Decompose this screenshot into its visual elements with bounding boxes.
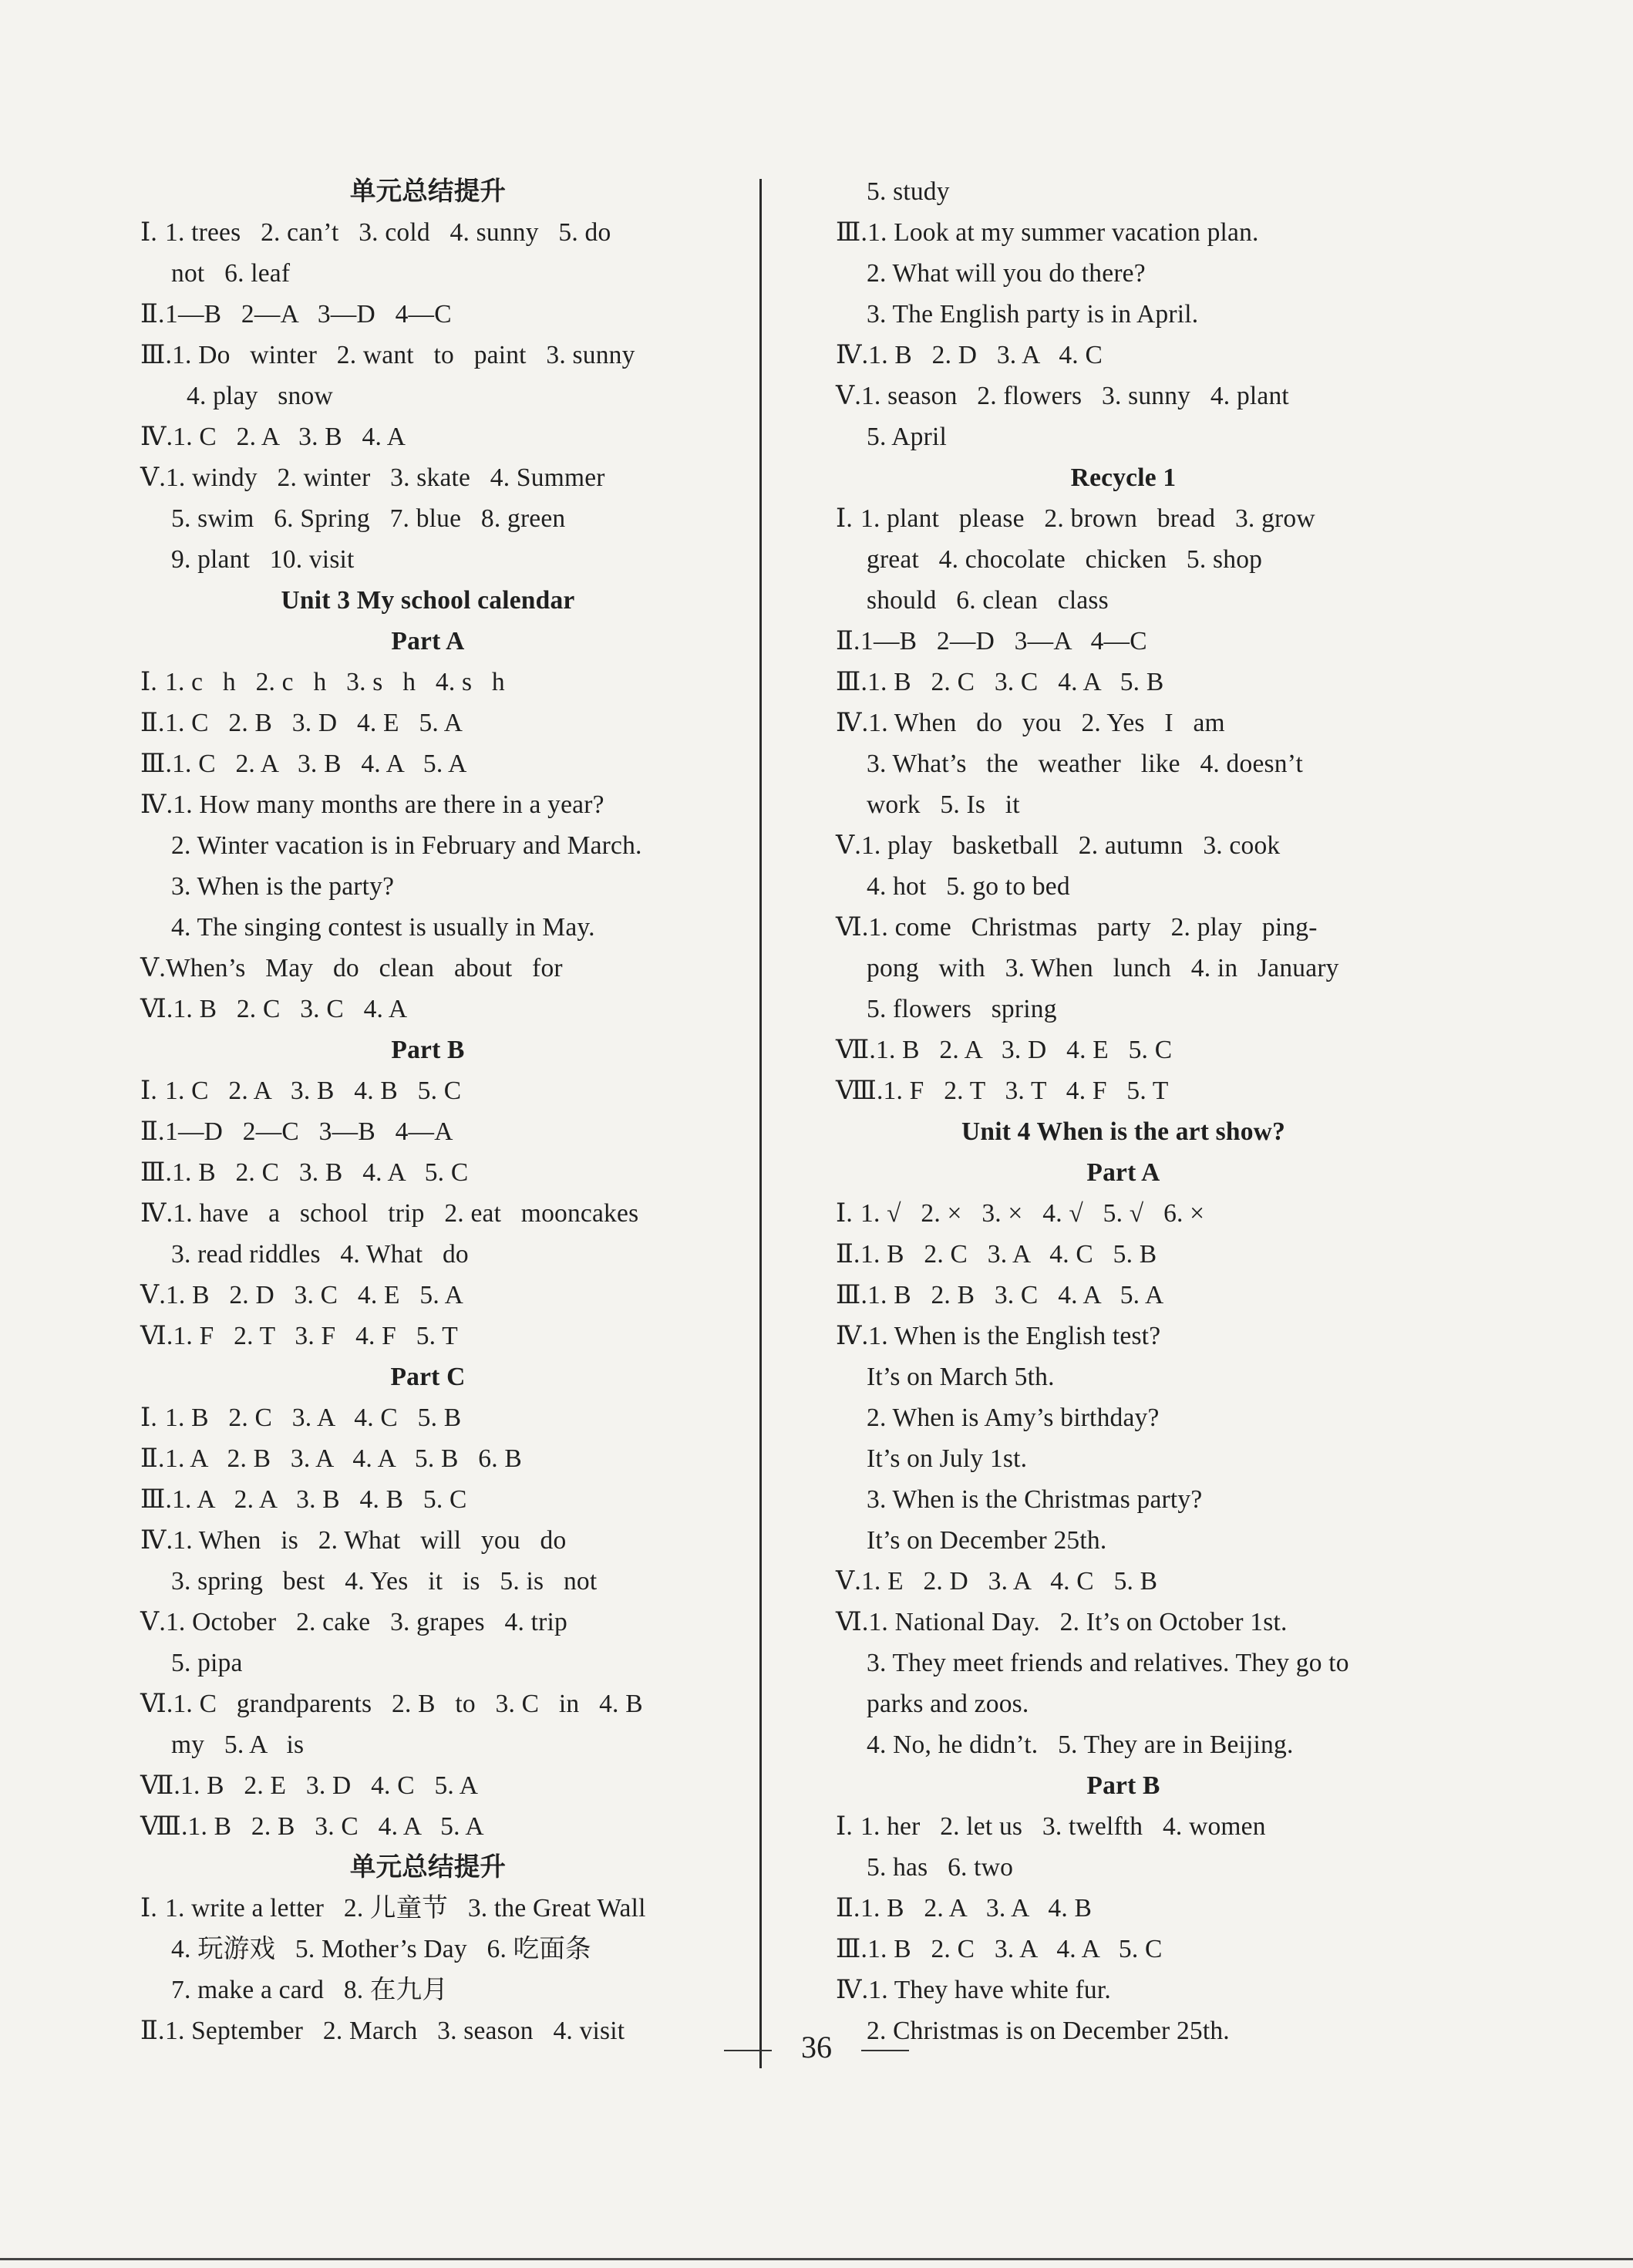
answer-line (819, 1929, 1428, 1970)
page-number-dash-left (724, 2050, 772, 2051)
question-number: Ⅰ. (140, 218, 158, 247)
answer-continuation: It’s on March 5th. (867, 1363, 1055, 1391)
answer-line (123, 1193, 732, 1234)
answer-text: 1. come Christmas party 2. play ping- (868, 913, 1318, 942)
question-number: Ⅱ. (836, 1894, 860, 1923)
question-number: Ⅷ. (140, 1812, 188, 1841)
answer-text: 1. B 2. C 3. A 4. C 5. B (860, 1240, 1157, 1269)
answer-line (123, 1806, 732, 1847)
answer-text: 1. windy 2. winter 3. skate 4. Summer (165, 463, 605, 492)
right-column (819, 171, 1428, 2051)
answer-line (123, 1683, 732, 1724)
answer-line (819, 1234, 1428, 1275)
answer-continuation: pong with 3. When lunch 4. in January (867, 954, 1339, 982)
question-number: Ⅴ. (140, 1608, 166, 1636)
answer-text: 1. C 2. A 3. B 4. A (173, 423, 406, 451)
question-number: Ⅳ. (140, 790, 173, 819)
question-number: Ⅱ. (140, 1444, 165, 1473)
question-number: Ⅰ. (140, 1077, 158, 1105)
answer-line (819, 376, 1428, 416)
answer-line (819, 1316, 1428, 1356)
question-number: Ⅳ. (140, 1526, 173, 1555)
question-number: Ⅶ. (140, 1771, 181, 1800)
section-heading: 单元总结提升 (349, 1853, 507, 1882)
answer-text: 1. A 2. B 3. A 4. A 5. B 6. B (165, 1444, 522, 1473)
answer-line (123, 1275, 732, 1316)
answer-continuation: 5. flowers spring (867, 995, 1057, 1023)
question-number: Ⅱ. (836, 1240, 860, 1269)
answer-line (123, 1316, 732, 1356)
answer-continuation: 5. pipa (171, 1649, 243, 1677)
answer-text: 1. National Day. 2. It’s on October 1st. (868, 1608, 1288, 1636)
answer-line (819, 621, 1428, 662)
section-heading: Part B (391, 1036, 465, 1064)
answer-line (819, 907, 1428, 948)
answer-text: 1. B 2. C 3. C 4. A (173, 995, 408, 1023)
answer-text: 1. When is 2. What will you do (173, 1526, 567, 1555)
question-number: Ⅲ. (836, 1935, 868, 1963)
answer-text: 1. her 2. let us 3. twelfth 4. women (860, 1812, 1266, 1841)
answer-text: 1. E 2. D 3. A 4. C 5. B (860, 1567, 1158, 1596)
question-number: Ⅰ. (140, 668, 158, 696)
answer-text: 1. season 2. flowers 3. sunny 4. plant (860, 382, 1289, 410)
section-heading: Part B (1086, 1771, 1160, 1800)
answer-line (819, 1193, 1428, 1234)
question-number: Ⅵ. (836, 1608, 869, 1636)
answer-line (123, 212, 732, 253)
question-number: Ⅴ. (140, 1281, 166, 1309)
answer-continuation: 2. Winter vacation is in February and March. (171, 831, 642, 860)
answer-text: 1—B 2—A 3—D 4—C (165, 300, 452, 329)
answer-line (123, 1520, 732, 1561)
question-number: Ⅰ. (836, 1199, 854, 1228)
answer-continuation: work 5. Is it (867, 790, 1020, 819)
question-number: Ⅲ. (836, 218, 868, 247)
question-number: Ⅴ. (140, 463, 166, 492)
answer-line (819, 1070, 1428, 1111)
answer-text: 1. F 2. T 3. F 4. F 5. T (173, 1322, 458, 1350)
answer-line (819, 1602, 1428, 1643)
answer-continuation: 2. When is Amy’s birthday? (867, 1404, 1160, 1432)
answer-text: 1. A 2. A 3. B 4. B 5. C (172, 1485, 467, 1514)
answer-text: 1. B 2. B 3. C 4. A 5. A (187, 1812, 484, 1841)
question-number: Ⅵ. (836, 913, 869, 942)
answer-line (123, 416, 732, 457)
answer-continuation: 2. What will you do there? (867, 259, 1146, 288)
answer-text: When’s May do clean about for (165, 954, 563, 982)
answer-text: 1. write a letter 2. 儿童节 3. the Great Wall (165, 1894, 646, 1923)
answer-text: 1. September 2. March 3. season 4. visit (165, 2017, 625, 2045)
question-number: Ⅲ. (140, 1158, 173, 1187)
answer-continuation: 3. They meet friends and relatives. They go to (867, 1649, 1349, 1677)
answer-line (123, 1397, 732, 1438)
answer-line (123, 457, 732, 498)
section-heading: Unit 4 When is the art show? (961, 1117, 1286, 1146)
question-number: Ⅱ. (140, 709, 165, 737)
answer-line (123, 1070, 732, 1111)
answer-line (819, 1806, 1428, 1847)
answer-text: 1. C 2. A 3. B 4. A 5. A (172, 750, 467, 778)
answer-text: 1. B 2. A 3. A 4. B (860, 1894, 1093, 1923)
answer-text: 1. B 2. B 3. C 4. A 5. A (867, 1281, 1164, 1309)
answer-line (123, 703, 732, 743)
answer-line (123, 1765, 732, 1806)
answer-line (819, 212, 1428, 253)
question-number: Ⅴ. (836, 1567, 861, 1596)
section-heading: Part A (1086, 1158, 1160, 1187)
question-number: Ⅲ. (836, 668, 868, 696)
answer-continuation: 3. What’s the weather like 4. doesn’t (867, 750, 1303, 778)
answer-text: 1. How many months are there in a year? (173, 790, 604, 819)
answer-continuation: 7. make a card 8. 在九月 (171, 1976, 449, 2004)
answer-text: 1. C grandparents 2. B to 3. C in 4. B (173, 1690, 643, 1718)
question-number: Ⅵ. (140, 1690, 173, 1718)
answer-continuation: 3. spring best 4. Yes it is 5. is not (171, 1567, 598, 1596)
answer-continuation: 5. swim 6. Spring 7. blue 8. green (171, 504, 566, 533)
answer-text: 1. B 2. E 3. D 4. C 5. A (180, 1771, 479, 1800)
answer-text: 1. c h 2. c h 3. s h 4. s h (165, 668, 505, 696)
answer-text: 1—D 2—C 3—B 4—A (165, 1117, 453, 1146)
answer-text: 1. trees 2. can’t 3. cold 4. sunny 5. do (165, 218, 611, 247)
answer-text: 1. When do you 2. Yes I am (868, 709, 1225, 737)
question-number: Ⅱ. (140, 2017, 165, 2045)
question-number: Ⅴ. (836, 831, 861, 860)
answer-line (819, 662, 1428, 703)
answer-text: 1. C 2. B 3. D 4. E 5. A (165, 709, 463, 737)
answer-continuation: my 5. A is (171, 1730, 305, 1759)
answer-line (123, 662, 732, 703)
answer-text: 1. play basketball 2. autumn 3. cook (860, 831, 1281, 860)
question-number: Ⅳ. (836, 341, 869, 369)
answer-continuation: 3. When is the party? (171, 872, 395, 901)
question-number: Ⅵ. (140, 995, 173, 1023)
answer-text: 1. Do winter 2. want to paint 3. sunny (172, 341, 635, 369)
question-number: Ⅳ. (140, 1199, 173, 1228)
question-number: Ⅰ. (140, 1894, 158, 1923)
answer-line (123, 1602, 732, 1643)
answer-continuation: 3. read riddles 4. What do (171, 1240, 469, 1269)
answer-continuation: great 4. chocolate chicken 5. shop (867, 545, 1263, 574)
answer-line (819, 703, 1428, 743)
question-number: Ⅲ. (140, 1485, 173, 1514)
answer-line (819, 1561, 1428, 1602)
answer-text: 1. C 2. A 3. B 4. B 5. C (165, 1077, 462, 1105)
question-number: Ⅵ. (140, 1322, 173, 1350)
page-number-text: 36 (801, 2030, 832, 2064)
answer-continuation: parks and zoos. (867, 1690, 1029, 1718)
left-column (123, 171, 732, 2051)
answer-text: 1. plant please 2. brown bread 3. grow (860, 504, 1315, 533)
question-number: Ⅳ. (836, 1322, 869, 1350)
question-number: Ⅴ. (140, 954, 166, 982)
question-number: Ⅲ. (140, 750, 173, 778)
question-number: Ⅰ. (836, 504, 854, 533)
answer-text: 1. When is the English test? (868, 1322, 1161, 1350)
answer-continuation: 5. has 6. two (867, 1853, 1014, 1882)
answer-continuation: should 6. clean class (867, 586, 1109, 615)
question-number: Ⅱ. (836, 627, 860, 655)
answer-continuation: 4. 玩游戏 5. Mother’s Day 6. 吃面条 (171, 1935, 591, 1963)
answer-line (123, 743, 732, 784)
answer-line (123, 1479, 732, 1520)
section-heading: Unit 3 My school calendar (281, 586, 575, 615)
question-number: Ⅳ. (836, 709, 869, 737)
answer-continuation: 3. When is the Christmas party? (867, 1485, 1203, 1514)
answer-continuation: It’s on July 1st. (867, 1444, 1028, 1473)
answer-text: 1. B 2. A 3. D 4. E 5. C (876, 1036, 1173, 1064)
answer-text: 1. B 2. D 3. C 4. E 5. A (165, 1281, 464, 1309)
question-number: Ⅴ. (836, 382, 861, 410)
answer-line (123, 1152, 732, 1193)
answer-continuation: 4. The singing contest is usually in May. (171, 913, 595, 942)
section-heading: Recycle 1 (1070, 463, 1177, 492)
column-divider (759, 179, 762, 2068)
answer-line (123, 335, 732, 376)
question-number: Ⅲ. (836, 1281, 868, 1309)
answer-text: 1. October 2. cake 3. grapes 4. trip (165, 1608, 567, 1636)
answer-continuation: 3. The English party is in April. (867, 300, 1199, 329)
answer-continuation: 5. April (867, 423, 947, 451)
answer-line (123, 989, 732, 1030)
answer-text: 1. B 2. C 3. C 4. A 5. B (867, 668, 1164, 696)
question-number: Ⅰ. (836, 1812, 854, 1841)
answer-continuation: 4. No, he didn’t. 5. They are in Beijing. (867, 1730, 1294, 1759)
bottom-rule (0, 2258, 1633, 2260)
answer-text: 1. have a school trip 2. eat mooncakes (173, 1199, 639, 1228)
question-number: Ⅱ. (140, 1117, 165, 1146)
answer-line (123, 948, 732, 989)
answer-text: 1. B 2. C 3. A 4. C 5. B (165, 1404, 462, 1432)
answer-line (123, 1888, 732, 1929)
answer-text: 1. B 2. C 3. A 4. A 5. C (867, 1935, 1163, 1963)
answer-text: 1—B 2—D 3—A 4—C (860, 627, 1147, 655)
question-number: Ⅶ. (836, 1036, 877, 1064)
answer-line (819, 1030, 1428, 1070)
answer-text: 1. Look at my summer vacation plan. (867, 218, 1259, 247)
answer-line (819, 1275, 1428, 1316)
answer-line (123, 294, 732, 335)
section-heading: Part A (391, 627, 465, 655)
answer-text: 1. B 2. C 3. B 4. A 5. C (172, 1158, 469, 1187)
answer-line (819, 1888, 1428, 1929)
answer-line (123, 784, 732, 825)
answer-line (819, 825, 1428, 866)
question-number: Ⅷ. (836, 1077, 884, 1105)
answer-text: 1. B 2. D 3. A 4. C (868, 341, 1103, 369)
page-number-dash-right (861, 2050, 909, 2051)
question-number: Ⅳ. (140, 423, 173, 451)
section-heading: 单元总结提升 (349, 177, 507, 206)
answer-continuation: 5. study (867, 177, 950, 206)
question-number: Ⅱ. (140, 300, 165, 329)
answer-continuation: It’s on December 25th. (867, 1526, 1107, 1555)
question-number: Ⅲ. (140, 341, 173, 369)
answer-line (123, 1438, 732, 1479)
answer-text: 1. F 2. T 3. T 4. F 5. T (883, 1077, 1169, 1105)
page-number (0, 2024, 1633, 2071)
answer-line (123, 1111, 732, 1152)
section-heading: Part C (390, 1363, 466, 1391)
answer-continuation: 9. plant 10. visit (171, 545, 355, 574)
answer-continuation: not 6. leaf (171, 259, 291, 288)
answer-continuation: 2. Christmas is on December 25th. (867, 2017, 1230, 2045)
answer-line (819, 498, 1428, 539)
answer-text: 1. √ 2. × 3. × 4. √ 5. √ 6. × (860, 1199, 1205, 1228)
answer-continuation: 4. hot 5. go to bed (867, 872, 1070, 901)
answer-text: 1. They have white fur. (868, 1976, 1111, 2004)
answer-line (819, 1970, 1428, 2010)
question-number: Ⅳ. (836, 1976, 869, 2004)
question-number: Ⅰ. (140, 1404, 158, 1432)
answer-continuation: 4. play snow (187, 382, 333, 410)
answer-line (819, 335, 1428, 376)
